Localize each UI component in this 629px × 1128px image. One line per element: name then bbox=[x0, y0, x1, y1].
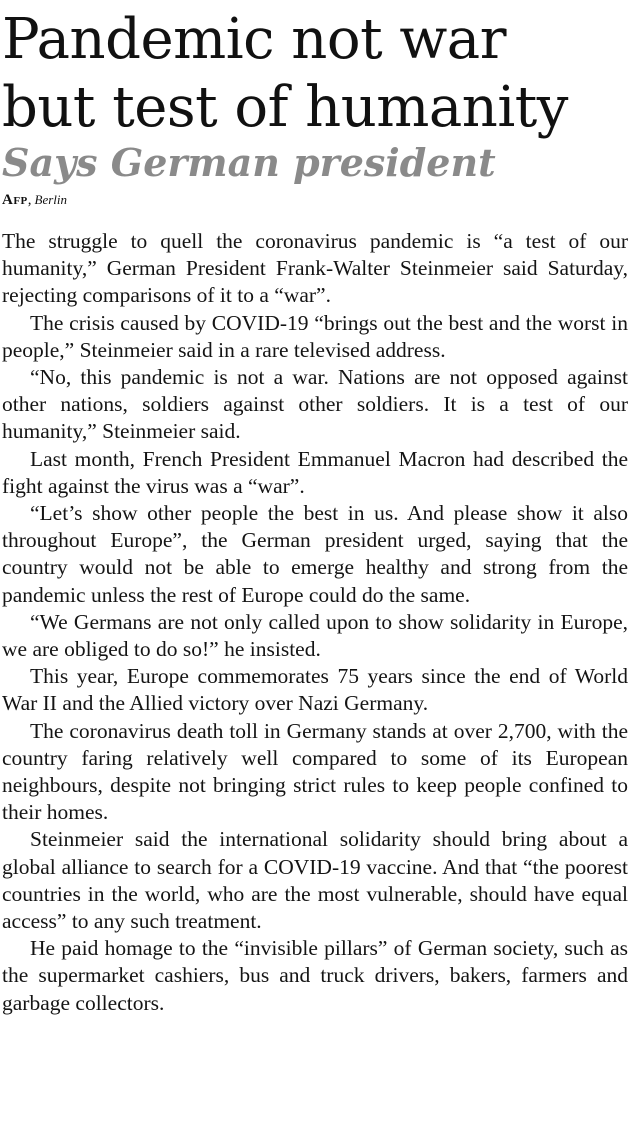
paragraph-4: Last month, French President Emmanuel Macron had described the fight against the virus was a “war”. bbox=[2, 446, 628, 498]
paragraph-9: Steinmeier said the international solidarity should bring about a global alliance to search for a COVID-19 vaccine. And that “the poorest countries in the world, who are the most vulnerable, should have equal access” to any such treatment. bbox=[2, 827, 628, 934]
subheadline: Says German president bbox=[2, 140, 496, 185]
headline-line-2: but test of humanity bbox=[2, 75, 568, 140]
paragraph-8: The coronavirus death toll in Germany stands at over 2,700, with the country faring relatively well compared to some of its European neighbours, despite not bringing strict rules to keep people confined to their homes. bbox=[2, 718, 628, 825]
paragraph-7: This year, Europe commemorates 75 years since the end of World War II and the Allied victory over Nazi Germany. bbox=[2, 664, 628, 716]
byline-separator: , bbox=[27, 192, 32, 208]
paragraph-1: The struggle to quell the coronavirus pandemic is “a test of our humanity,” German President Frank-Walter Steinmeier said Saturday, rejecting comparisons of it to a “war”. bbox=[2, 229, 628, 308]
article-body bbox=[2, 228, 628, 1017]
byline-dateline: Berlin bbox=[34, 192, 68, 207]
paragraph-2: The crisis caused by COVID-19 “brings out the best and the worst in people,” Steinmeier said in a rare televised address. bbox=[2, 310, 628, 362]
byline-agency: Afp bbox=[2, 192, 28, 208]
paragraph-5: “Let’s show other people the best in us. And please show it also throughout Europe”, the German president urged, saying that the country would not be able to emerge healthy and strong from the pandemic unless the rest of Europe could do the same. bbox=[2, 501, 628, 607]
byline bbox=[2, 192, 628, 214]
paragraph-10: He paid homage to the “invisible pillars” of German society, such as the supermarket cashiers, bus and truck drivers, bakers, farmers and garbage collectors. bbox=[2, 936, 628, 1015]
paragraph-3: “No, this pandemic is not a war. Nations are not opposed against other nations, soldiers against other soldiers. It is a test of our humanity,” Steinmeier said. bbox=[2, 365, 628, 444]
headline bbox=[2, 6, 628, 142]
paragraph-6: “We Germans are not only called upon to show solidarity in Europe, we are obliged to do so!” he insisted. bbox=[2, 609, 628, 662]
news-article bbox=[2, 0, 628, 1017]
headline-line-1: Pandemic not war bbox=[2, 7, 506, 72]
